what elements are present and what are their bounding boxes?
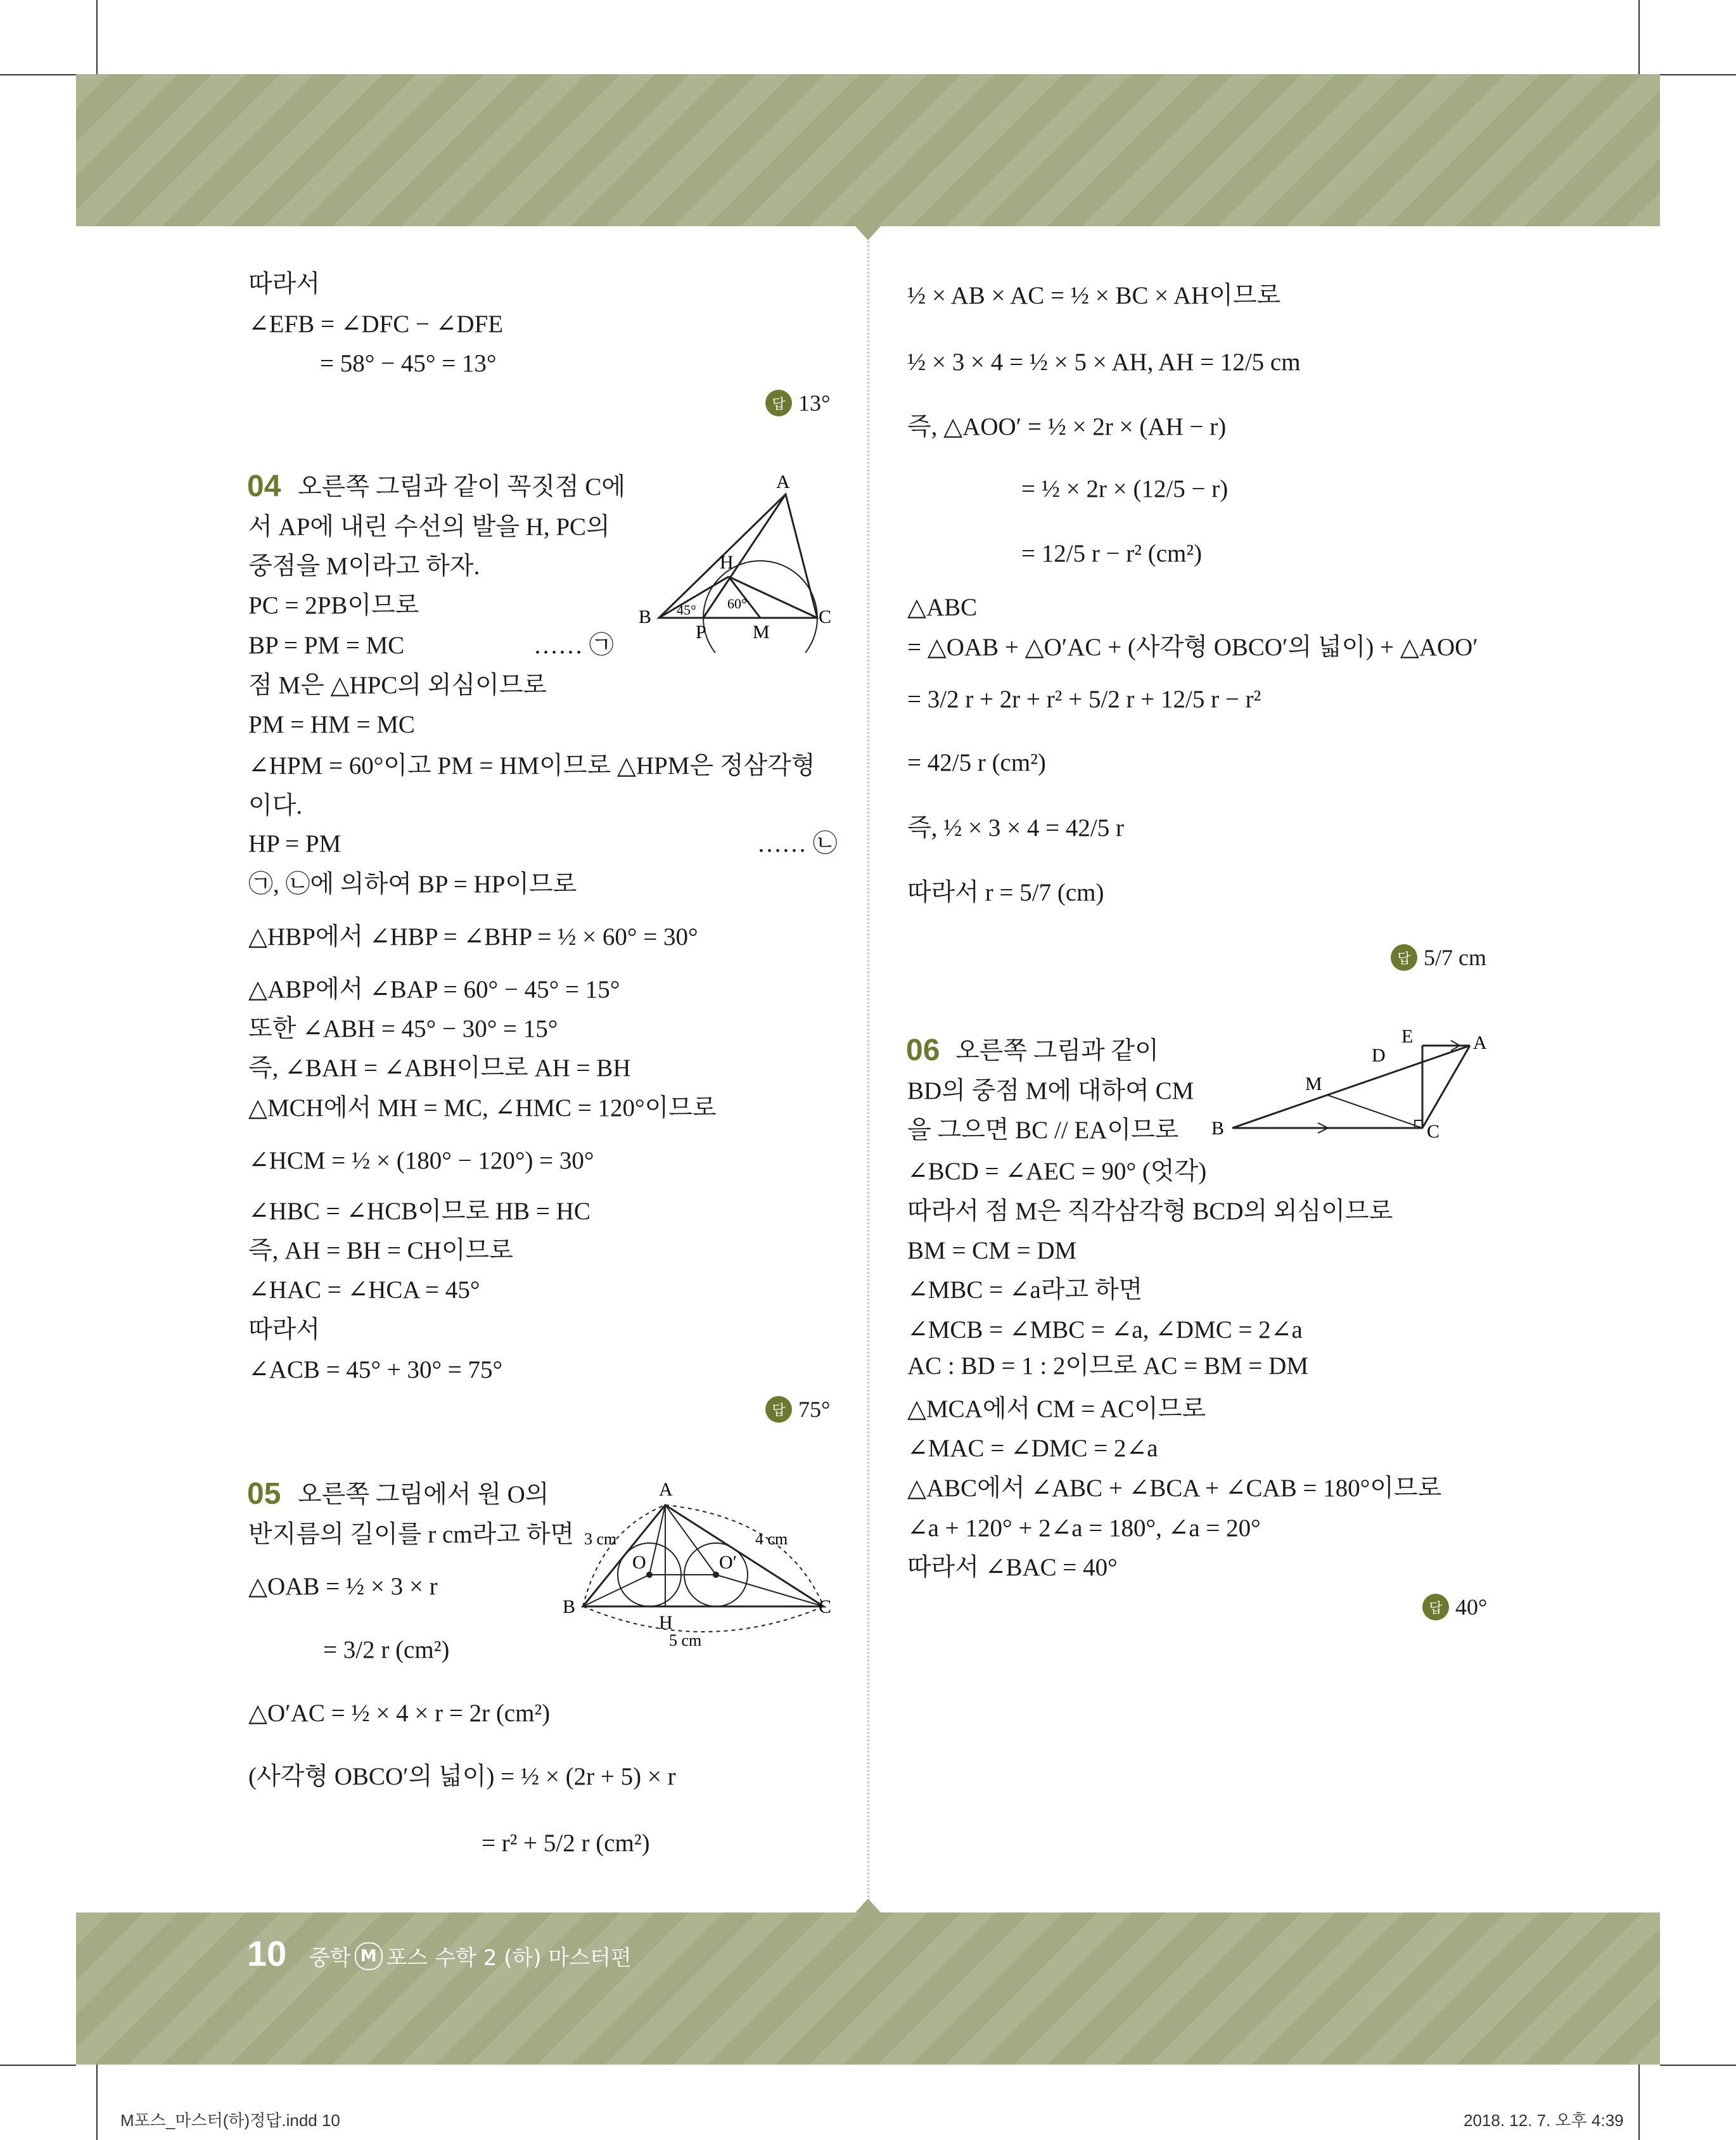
header-band bbox=[76, 74, 1660, 226]
label-B: B bbox=[1211, 1118, 1225, 1139]
crop-mark bbox=[0, 2065, 76, 2066]
slug-timestamp: 2018. 12. 7. 오후 4:39 bbox=[1464, 2111, 1624, 2130]
top-notch bbox=[855, 226, 881, 240]
label-H: H bbox=[720, 552, 734, 573]
problem-number-04: 04 bbox=[247, 470, 281, 503]
text-line: 즉, ½ × 3 × 4 = 42/5 r bbox=[907, 814, 1124, 842]
text-line: 또한 ∠ABH = 45° − 30° = 15° bbox=[248, 1015, 558, 1042]
answer-badge: 답 bbox=[1422, 1594, 1449, 1620]
text-line: 따라서 ∠BAC = 40° bbox=[907, 1554, 1118, 1581]
label-bc: 5 cm bbox=[669, 1631, 702, 1650]
book-title-rest: 포스 수학 2 (하) 마스터편 bbox=[386, 1945, 632, 1971]
text-line: AC : BD = 1 : 2이므로 AC = BM = DM bbox=[907, 1352, 1308, 1380]
text-line: …… ㉡ bbox=[757, 830, 838, 857]
label-B: B bbox=[563, 1596, 576, 1617]
label-O2: O′ bbox=[719, 1552, 737, 1573]
crop-mark bbox=[1638, 2065, 1640, 2140]
text-line: BM = CM = DM bbox=[907, 1237, 1077, 1264]
text-line: = 42/5 r (cm²) bbox=[907, 749, 1046, 776]
text-line: ∠MCB = ∠MBC = ∠a, ∠DMC = 2∠a bbox=[907, 1316, 1303, 1343]
text-line: = 3/2 r (cm²) bbox=[323, 1636, 450, 1663]
label-A: A bbox=[659, 1479, 673, 1500]
text-line: ∠HBC = ∠HCB이므로 HB = HC bbox=[248, 1198, 590, 1225]
figure-05 bbox=[558, 1473, 836, 1651]
answer-badge: 답 bbox=[765, 390, 792, 416]
text-line: 오른쪽 그림에서 원 O의 bbox=[298, 1481, 549, 1508]
center-o bbox=[646, 1572, 653, 1578]
text-line: △OAB = ½ × 3 × r bbox=[248, 1573, 438, 1600]
answer-value: 75° bbox=[798, 1397, 831, 1422]
text-line: 따라서 bbox=[248, 271, 321, 298]
text-line: 반지름의 길이를 r cm라고 하면 bbox=[248, 1521, 575, 1548]
text-line: PM = HM = MC bbox=[248, 711, 415, 738]
text-line: ∠MBC = ∠a라고 하면 bbox=[907, 1276, 1143, 1304]
text-line: 오른쪽 그림과 같이 bbox=[955, 1037, 1159, 1065]
label-E: E bbox=[1401, 1027, 1414, 1047]
text-line: 서 AP에 내린 수선의 발을 H, PC의 bbox=[248, 513, 610, 541]
slug-file: M포스_마스터(하)정답.indd 10 bbox=[120, 2111, 340, 2130]
text-line: = 58° − 45° = 13° bbox=[320, 350, 497, 377]
text-line: 따라서 점 M은 직각삼각형 BCD의 외심이므로 bbox=[907, 1198, 1393, 1225]
center-o2 bbox=[713, 1572, 719, 1578]
text-line: ∠HPM = 60°이고 PM = HM이므로 △HPM은 정삼각형 bbox=[248, 752, 815, 779]
m-logo-icon: M bbox=[355, 1942, 383, 1970]
crop-mark bbox=[96, 0, 98, 74]
text-line: △MCH에서 MH = MC, ∠HMC = 120°이므로 bbox=[248, 1094, 717, 1122]
text-line: (사각형 OBCO′의 넓이) = ½ × (2r + 5) × r bbox=[248, 1763, 676, 1790]
text-line: BP = PM = MC bbox=[248, 632, 405, 659]
text-line: 오른쪽 그림과 같이 꼭짓점 C에 bbox=[298, 473, 626, 501]
answer-5-7cm bbox=[1391, 944, 1486, 971]
answer-badge: 답 bbox=[1391, 944, 1417, 971]
label-A: A bbox=[1473, 1032, 1487, 1053]
text-line: = r² + 5/2 r (cm²) bbox=[482, 1829, 650, 1857]
text-line: 중점을 M이라고 하자. bbox=[248, 553, 480, 580]
label-P: P bbox=[696, 622, 706, 643]
label-O: O bbox=[632, 1552, 646, 1573]
problem-number-06: 06 bbox=[906, 1034, 940, 1067]
column-divider bbox=[867, 226, 869, 1913]
text-line: 따라서 bbox=[248, 1316, 321, 1343]
text-line: △ABP에서 ∠BAP = 60° − 45° = 15° bbox=[248, 976, 620, 1003]
text-line: …… ㉠ bbox=[533, 632, 614, 659]
label-D: D bbox=[1372, 1045, 1386, 1066]
label-ab: 3 cm bbox=[584, 1530, 617, 1548]
crop-mark bbox=[0, 74, 76, 75]
text-line: △ABC에서 ∠ABC + ∠BCA + ∠CAB = 180°이므로 bbox=[907, 1475, 1442, 1502]
segment-cm bbox=[1327, 1095, 1422, 1128]
answer-value: 5/7 cm bbox=[1424, 945, 1486, 970]
text-line: ∠EFB = ∠DFC − ∠DFE bbox=[248, 311, 504, 338]
text-line: HP = PM bbox=[248, 830, 341, 857]
triangle-abc bbox=[583, 1505, 824, 1606]
label-M: M bbox=[753, 622, 770, 643]
text-line: 을 그으면 BC // EA이므로 bbox=[907, 1117, 1179, 1144]
text-line: ∠HAC = ∠HCA = 45° bbox=[248, 1276, 480, 1304]
text-line: = ½ × 2r × (12/5 − r) bbox=[1021, 475, 1229, 503]
text-line: △ABC bbox=[907, 594, 978, 621]
label-angle-45: 45° bbox=[677, 602, 696, 618]
book-title-prefix: 중학 bbox=[309, 1945, 351, 1971]
label-M: M bbox=[1305, 1073, 1322, 1094]
label-C: C bbox=[1427, 1121, 1440, 1141]
text-line: 이다. bbox=[248, 792, 303, 819]
text-line: = 3/2 r + 2r + r² + 5/2 r + 12/5 r − r² bbox=[907, 686, 1261, 713]
text-line: 즉, △AOO′ = ½ × 2r × (AH − r) bbox=[907, 413, 1227, 440]
answer-badge: 답 bbox=[765, 1396, 792, 1423]
text-line: = 12/5 r − r² (cm²) bbox=[1021, 540, 1203, 567]
footer-band bbox=[76, 1913, 1660, 2065]
label-B: B bbox=[639, 606, 652, 627]
answer-value: 40° bbox=[1455, 1594, 1488, 1620]
segment-bo bbox=[583, 1575, 649, 1606]
label-ac: 4 cm bbox=[755, 1530, 788, 1548]
text-line: ∠MAC = ∠DMC = 2∠a bbox=[907, 1435, 1158, 1462]
answer-75 bbox=[765, 1396, 830, 1423]
text-line: △O′AC = ½ × 4 × r = 2r (cm²) bbox=[248, 1700, 551, 1727]
figure-06 bbox=[1204, 1027, 1495, 1141]
crop-mark bbox=[1660, 2065, 1736, 2066]
text-line: ㉠, ㉡에 의하여 BP = HP이므로 bbox=[248, 871, 577, 898]
label-H: H bbox=[659, 1612, 673, 1633]
text-line: ∠ACB = 45° + 30° = 75° bbox=[248, 1356, 503, 1383]
text-line: = △OAB + △O′AC + (사각형 OBCO′의 넓이) + △AOO′ bbox=[907, 634, 1478, 661]
text-line: 즉, AH = BH = CH이므로 bbox=[248, 1237, 513, 1264]
segment-ba bbox=[1232, 1046, 1470, 1128]
label-C: C bbox=[819, 606, 832, 627]
bottom-notch bbox=[855, 1899, 881, 1913]
page-number: 10 bbox=[247, 1933, 287, 1973]
crop-mark bbox=[1660, 74, 1736, 75]
label-A: A bbox=[776, 472, 790, 492]
book-title bbox=[309, 1940, 632, 1971]
segment-ao2 bbox=[665, 1505, 716, 1575]
label-C: C bbox=[819, 1596, 832, 1617]
text-line: △MCA에서 CM = AC이므로 bbox=[907, 1395, 1206, 1423]
crop-mark bbox=[1638, 0, 1640, 74]
text-line: 따라서 r = 5/7 (cm) bbox=[907, 879, 1104, 906]
text-line: △HBP에서 ∠HBP = ∠BHP = ½ × 60° = 30° bbox=[248, 923, 698, 951]
text-line: 즉, ∠BAH = ∠ABH이므로 AH = BH bbox=[248, 1054, 631, 1082]
text-line: PC = 2PB이므로 bbox=[248, 592, 419, 619]
answer-13 bbox=[765, 390, 830, 416]
text-line: 점 M은 △HPC의 외심이므로 bbox=[248, 672, 547, 699]
problem-number-05: 05 bbox=[247, 1477, 281, 1511]
answer-value: 13° bbox=[798, 390, 831, 416]
arc-bc bbox=[583, 1606, 824, 1632]
text-line: ∠BCD = ∠AEC = 90° (엇각) bbox=[907, 1158, 1207, 1185]
answer-40 bbox=[1422, 1594, 1487, 1620]
text-line: ∠HCM = ½ × (180° − 120°) = 30° bbox=[248, 1147, 594, 1174]
segment-ca bbox=[1422, 1046, 1470, 1128]
text-line: ½ × AB × AC = ½ × BC × AH이므로 bbox=[907, 282, 1281, 309]
figure-04 bbox=[634, 472, 843, 653]
text-line: BD의 중점 M에 대하여 CM bbox=[907, 1077, 1194, 1105]
crop-mark bbox=[96, 2065, 98, 2140]
label-angle-60: 60° bbox=[727, 596, 747, 612]
text-line: ∠a + 120° + 2∠a = 180°, ∠a = 20° bbox=[907, 1515, 1261, 1542]
text-line: ½ × 3 × 4 = ½ × 5 × AH, AH = 12/5 cm bbox=[907, 349, 1301, 376]
